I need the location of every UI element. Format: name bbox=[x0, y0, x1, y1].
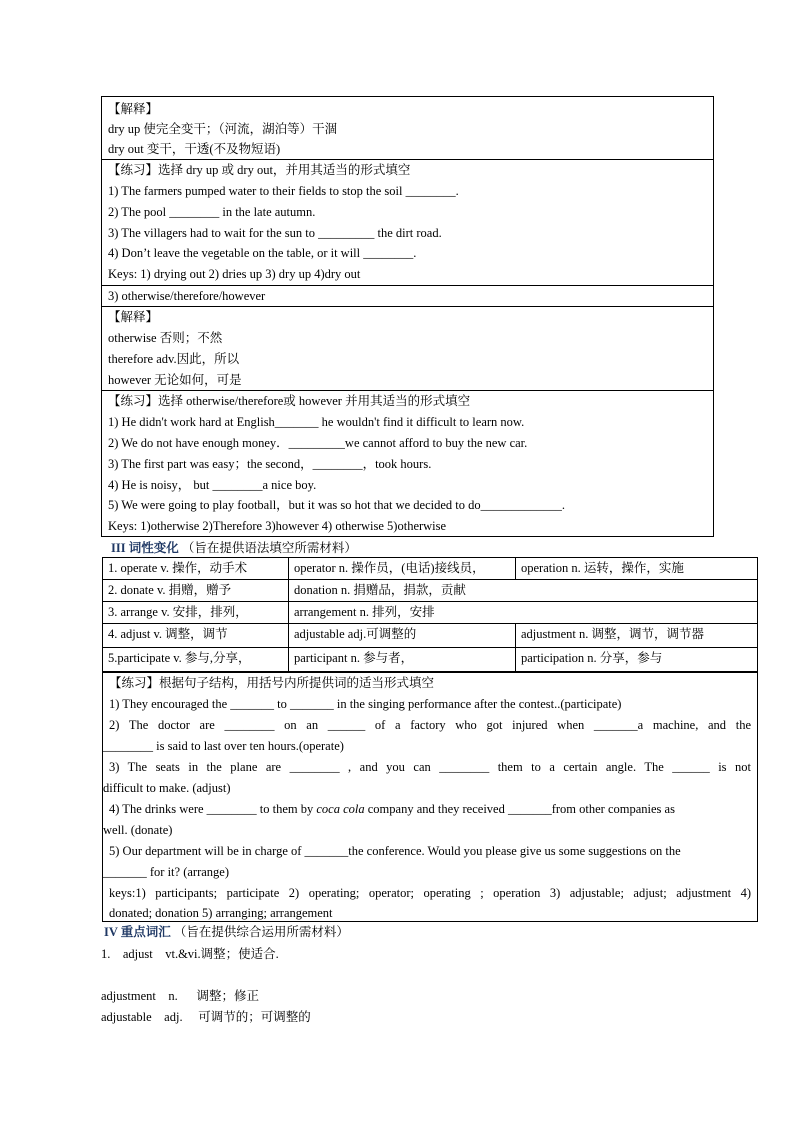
table-cell: participation n. 分享，参与 bbox=[521, 651, 663, 665]
explanation-line: otherwise 否则；不然 bbox=[108, 331, 223, 345]
exercise-keys: donated; donation 5) arranging; arrangement bbox=[109, 906, 333, 920]
exercise-header: 【练习】选择 otherwise/therefore或 however 并用其适当的形式填空 bbox=[108, 394, 471, 408]
section-heading-4 bbox=[104, 922, 349, 943]
section-heading-3 bbox=[111, 538, 357, 558]
exercise-line: well. (donate) bbox=[103, 823, 173, 837]
table-cell: donation n. 捐赠品，捐款，贡献 bbox=[294, 583, 466, 597]
exercise-header: 【练习】根据句子结构，用括号内所提供词的适当形式填空 bbox=[109, 676, 435, 690]
exercise-line: 1) They encouraged the _______ to _______ in the singing performance after the contest..(participate) bbox=[109, 697, 622, 711]
table-cell: adjustable adj.可调整的 bbox=[294, 627, 417, 641]
vocab-entry: adjustable adj. 可调节的；可调整的 bbox=[101, 1010, 311, 1024]
exercise-keys: Keys: 1)otherwise 2)Therefore 3)however 4) otherwise 5)otherwise bbox=[108, 519, 447, 533]
exercise-header: 【练习】选择 dry up 或 dry out，并用其适当的形式填空 bbox=[108, 163, 411, 177]
exercise-keys: keys:1) participants; participate 2) operating; operator; operating ; operation 3) adjustable; adjust; adjustment 4) bbox=[109, 886, 751, 900]
section-label: III 词性变化 bbox=[111, 541, 179, 555]
exercise-line: difficult to make. (adjust) bbox=[103, 781, 231, 795]
exercise-line: ________ is said to last over ten hours.(operate) bbox=[103, 739, 344, 753]
explanation-line: dry out 变干，干透(不及物短语) bbox=[108, 142, 281, 156]
explanation-line: however 无论如何，可是 bbox=[108, 373, 242, 387]
table-row bbox=[103, 580, 757, 601]
table-cell: operator n. 操作员，(电话)接线员， bbox=[294, 561, 485, 575]
section-subtitle: （旨在提供综合运用所需材料） bbox=[173, 925, 349, 939]
subtopic-heading: 3) otherwise/therefore/however bbox=[108, 289, 266, 303]
word-form-table bbox=[102, 557, 758, 672]
table-row bbox=[103, 558, 757, 580]
table-cell: participant n. 参与者， bbox=[294, 651, 414, 665]
exercise-line: 4) He is noisy， but ________a nice boy. bbox=[108, 478, 317, 492]
table-row bbox=[103, 648, 757, 671]
table-cell: operation n. 运转，操作，实施 bbox=[521, 561, 684, 575]
exercise-line: 5) We were going to play football，but it was so hot that we decided to do_____________. bbox=[108, 498, 566, 512]
vocab-entry: 1. adjust vt.&vi.调整；使适合. bbox=[101, 947, 279, 961]
table-cell: 2. donate v. 捐赠，赠予 bbox=[108, 583, 232, 597]
explanation-exercise-box bbox=[101, 96, 714, 537]
explanation-line: therefore adv.因此，所以 bbox=[108, 352, 240, 366]
word-form-exercise-box bbox=[102, 672, 758, 922]
exercise-line: 2) The doctor are ________ on an ______ of a factory who got injured when _______a machine, and the bbox=[109, 718, 751, 732]
section-label: IV 重点词汇 bbox=[104, 925, 171, 939]
exercise-line: 5) Our department will be in charge of _______the conference. Would you please give us some suggestions on the bbox=[109, 844, 681, 858]
table-cell: 4. adjust v. 调整，调节 bbox=[108, 627, 228, 641]
table-row bbox=[103, 602, 757, 623]
column-divider bbox=[288, 558, 289, 671]
explanation-header: 【解释】 bbox=[108, 102, 159, 116]
section-subtitle: （旨在提供语法填空所需材料） bbox=[181, 541, 357, 555]
exercise-line: 3) The seats in the plane are ________ , and you can ________ them to a certain angle. The ______ is not bbox=[109, 760, 751, 774]
exercise-line: 4) Don’t leave the vegetable on the table, or it will ________. bbox=[108, 246, 417, 260]
table-cell: arrangement n. 排列，安排 bbox=[294, 605, 435, 619]
exercise-text: company and they received _______from other companies as bbox=[364, 802, 675, 816]
column-divider bbox=[515, 558, 516, 580]
explanation-line: dry up 使完全变干；（河流，湖泊等）干涸 bbox=[108, 122, 338, 136]
exercise-line: 1) He didn't work hard at English_______ he wouldn't find it difficult to learn now. bbox=[108, 415, 525, 429]
exercise-line: 1) The farmers pumped water to their fields to stop the soil ________. bbox=[108, 184, 459, 198]
exercise-line bbox=[103, 799, 757, 820]
column-divider bbox=[515, 624, 516, 671]
exercise-line: 3) The villagers had to wait for the sun to _________ the dirt road. bbox=[108, 226, 442, 240]
exercise-keys: Keys: 1) drying out 2) dries up 3) dry up 4)dry out bbox=[108, 267, 361, 281]
table-cell: 3. arrange v. 安排，排列， bbox=[108, 605, 248, 619]
table-cell: 1. operate v. 操作，动手术 bbox=[108, 561, 248, 575]
table-cell: 5.participate v. 参与,分享， bbox=[108, 651, 251, 665]
exercise-text: 4) The drinks were ________ to them by bbox=[109, 802, 317, 816]
exercise-line: _______ for it? (arrange) bbox=[103, 865, 229, 879]
vocab-entry: adjustment n. 调整；修正 bbox=[101, 989, 259, 1003]
exercise-line: 2) The pool ________ in the late autumn. bbox=[108, 205, 316, 219]
brand-name: coca cola bbox=[316, 802, 365, 816]
table-row bbox=[103, 624, 757, 647]
explanation-header: 【解释】 bbox=[108, 310, 159, 324]
exercise-line: 3) The first part was easy；the second，________，took hours. bbox=[108, 457, 432, 471]
exercise-line: 2) We do not have enough money．_________we cannot afford to buy the new car. bbox=[108, 436, 528, 450]
table-cell: adjustment n. 调整，调节，调节器 bbox=[521, 627, 704, 641]
